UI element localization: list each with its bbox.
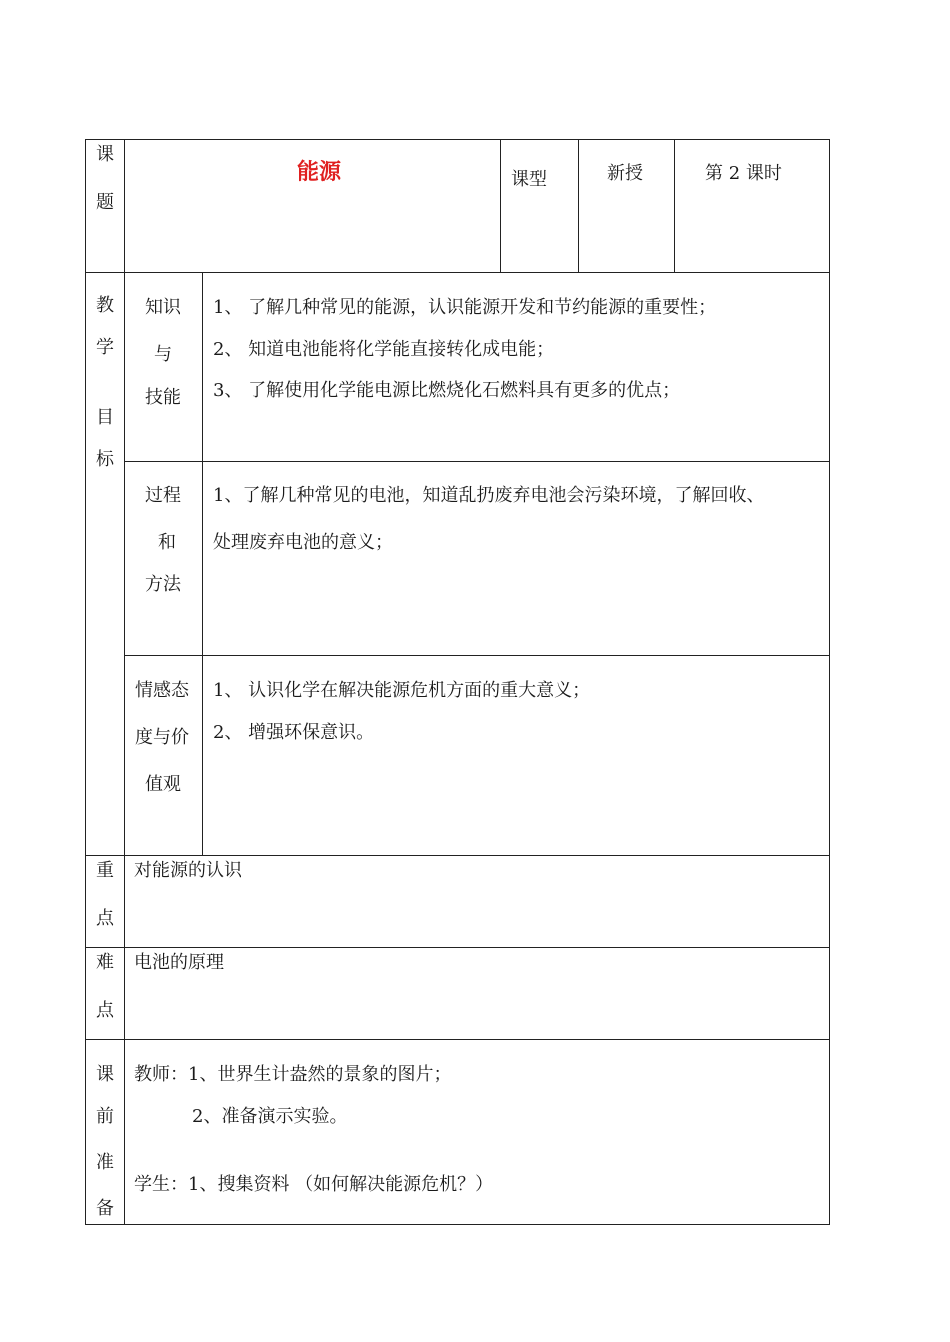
row-divider-header — [85, 272, 830, 273]
key-point-text: 对能源的认识 — [134, 860, 242, 881]
row-divider-objectives — [85, 855, 830, 856]
process-line-2: 处理废弃电池的意义； — [213, 532, 393, 553]
emotion-item-2: 2、 增强环保意识。 — [213, 722, 375, 743]
knowledge-label-line-2: 与 — [154, 344, 172, 365]
process-line-1: 1、了解几种常见的电池，知道乱扔废弃电池会污染环境，了解回收、 — [213, 485, 765, 506]
lesson-type-label: 课型 — [511, 169, 547, 190]
knowledge-item-1: 1、 了解几种常见的能源，认识能源开发和节约能源的重要性； — [213, 297, 717, 318]
process-label-line-3: 方法 — [145, 574, 181, 595]
knowledge-label-line-3: 技能 — [145, 387, 181, 408]
teacher-prep-2: 2、准备演示实验。 — [192, 1106, 348, 1127]
teacher-prep-1: 教师：1、世界生计盎然的景象的图片； — [134, 1064, 452, 1085]
emotion-item-1: 1、 认识化学在解决能源危机方面的重大意义； — [213, 680, 591, 701]
student-prep-1: 学生：1、搜集资料 （如何解决能源危机？） — [134, 1174, 494, 1195]
row-divider-knowledge — [124, 461, 830, 462]
emotion-label-line-2: 度与价 — [135, 727, 189, 748]
row-divider-difficulty — [85, 1039, 830, 1040]
knowledge-label-line-1: 知识 — [145, 297, 181, 318]
col-divider-title — [500, 139, 501, 272]
process-label-line-1: 过程 — [145, 485, 181, 506]
col-divider-type — [578, 139, 579, 272]
row-divider-keypoint — [85, 947, 830, 948]
knowledge-item-3: 3、 了解使用化学能电源比燃烧化石燃料具有更多的优点； — [213, 380, 681, 401]
emotion-label-line-3: 值观 — [145, 774, 181, 795]
col-divider-type-value — [674, 139, 675, 272]
lesson-type-value: 新授 — [607, 163, 643, 184]
row-divider-process — [124, 655, 830, 656]
knowledge-item-2: 2、 知道电池能将化学能直接转化成电能； — [213, 339, 555, 360]
lesson-period: 第 2 课时 — [705, 163, 782, 184]
emotion-label-line-1: 情感态 — [135, 680, 189, 701]
col-divider-sublabel — [202, 272, 203, 855]
page-title: 能源 — [297, 159, 342, 185]
difficulty-text: 电池的原理 — [134, 952, 224, 973]
process-label-line-2: 和 — [158, 532, 176, 553]
